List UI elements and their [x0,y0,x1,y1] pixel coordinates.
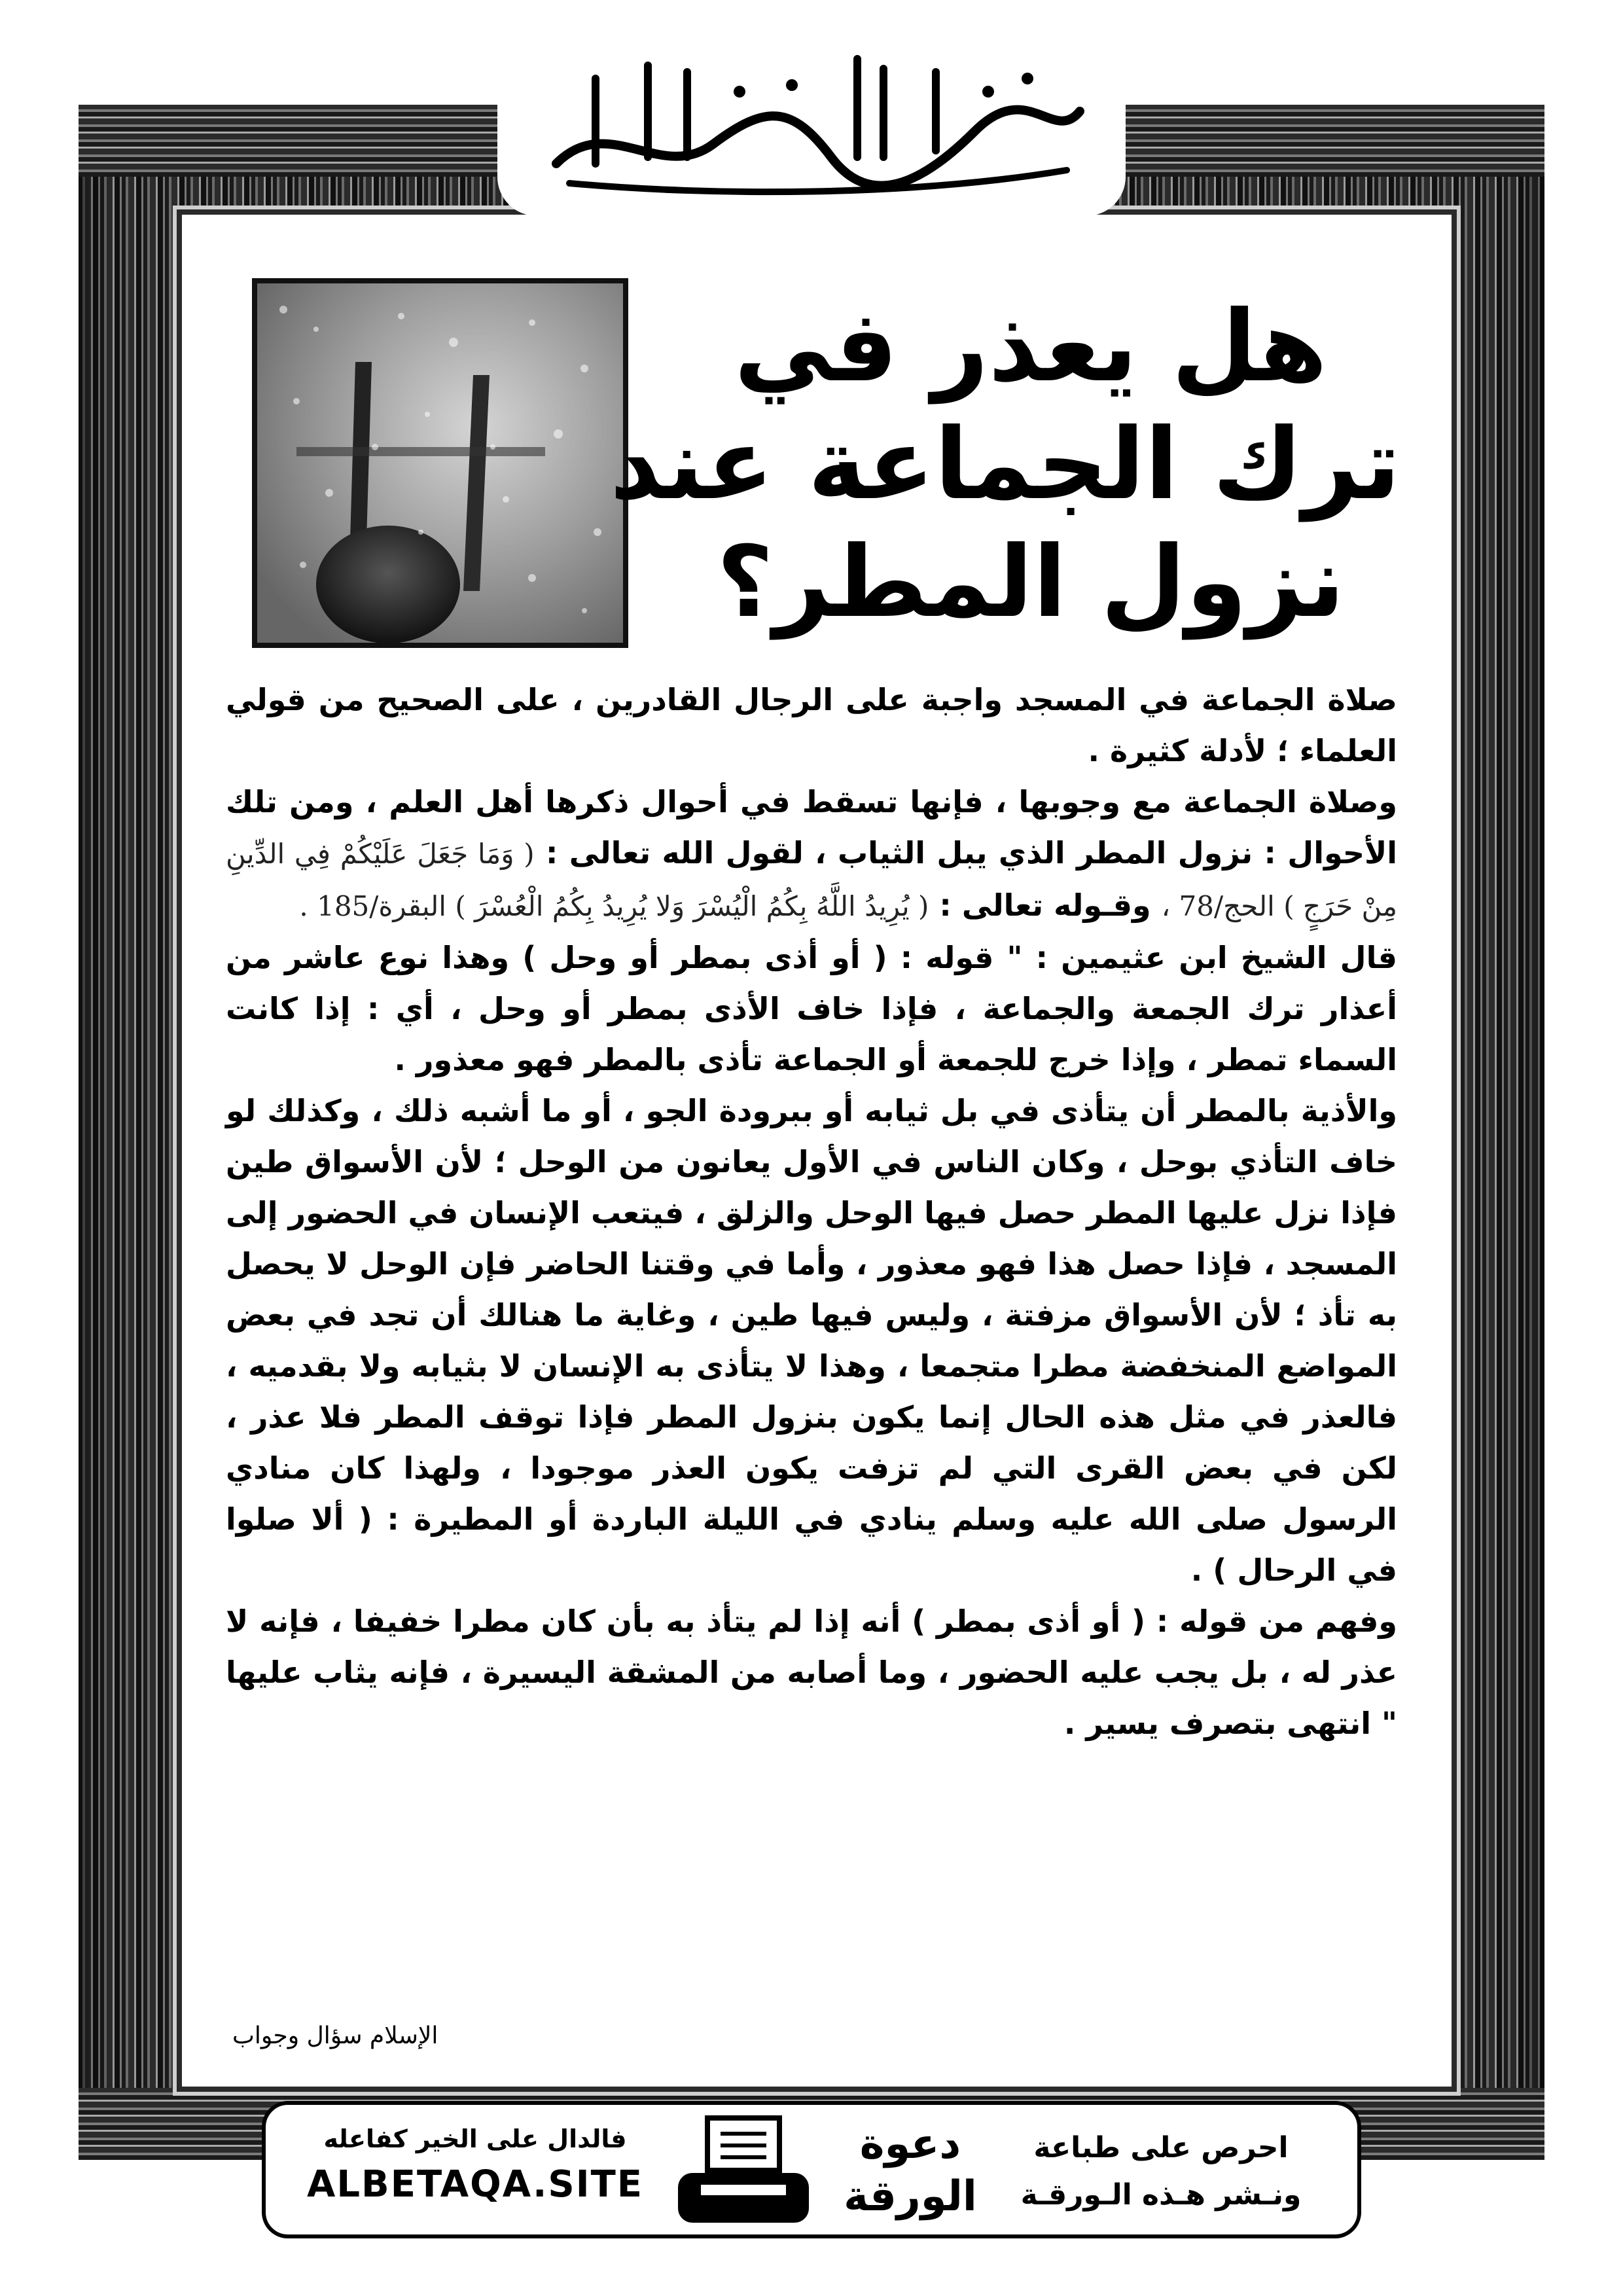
paragraph-5: وفهم من قوله : ( أو أذى بمطر ) أنه إذا لم يتأذ به بأن كان مطرا خفيفا ، فإنه لا عذر له ، بل يجب عليه الحضور ، وما أصابه من المشقة اليسيرة ، فإنه يثاب عليها " انتهى بتصرف يسير . [226,1604,1397,1741]
rainy-window-photo [252,278,628,648]
page-title [609,288,1400,641]
paragraph-2 [226,776,1397,932]
paragraph-2-continuation: وقـوله تعالى : [939,888,1151,923]
article-body [226,674,1397,1749]
dawa-logo [835,2111,986,2229]
footer-website[interactable]: ALBETAQA.SITE [306,2163,644,2206]
footer-call-to-action [991,2125,1331,2219]
cta-line-2: ونـشر هـذه الـورقـة [1020,2178,1302,2212]
footer-website-block [292,2119,658,2211]
paragraph-4: والأذية بالمطر أن يتأذى في بل ثيابه أو ببرودة الجو ، أو ما أشبه ذلك ، وكذلك لو خاف التأذي بوحل ، وكان الناس في الأول يعانون من الوحل ؛ لأن الأسواق طين فإذا نزل عليها المطر حصل فيها الوحل والزلق ، فيتعب الإنسان في الحضور إلى المسجد ، فإذا حصل هذا فهو معذور ، وأما في وقتنا الحاضر فإن الوحل لا يحصل به تأذ ؛ لأن الأسواق مزفتة ، وليس فيها طين ، وغاية ما هنالك أن تجد في بعض المواضع المنخفضة مطرا متجمعا ، وهذا لا يتأذى به الإنسان لا بثيابه ولا بقدميه ، فالعذر في مثل هذه الحال إنما يكون بنزول المطر فإذا توقف المطر فلا عذر ، لكن في بعض القرى التي لم تزفت يكون العذر موجودا ، ولهذا كان منادي الرسول صلى الله عليه وسلم ينادي في الليلة الباردة أو المطيرة : ( ألا صلوا في الرحال ) . [226,1093,1397,1588]
paragraph-2-text: وصلاة الجماعة مع وجوبها ، فإنها تسقط في أحوال ذكرها أهل العلم ، ومن تلك الأحوال : نزول المطر الذي يبل الثياب ، لقول الله تعالى : [226,784,1397,870]
logo-bottom-word: الورقة [844,2172,977,2221]
paragraph-1: صلاة الجماعة في المسجد واجبة على الرجال القادرين ، على الصحيح من قولي العلماء ؛ لأدلة كثيرة . [226,682,1397,768]
title-line-2: ترك الجماعة عند [609,408,1400,522]
title-line-1: هل يعذر في [734,290,1328,404]
footer-slogan: فالدال على الخير كفاعله [323,2125,627,2153]
bismillah-calligraphy-icon [517,33,1106,203]
title-line-3: نزول المطر؟ [717,526,1345,639]
bismillah-calligraphy [497,20,1126,216]
cta-line-1: احرص على طباعة [1033,2131,1289,2164]
minaret-rain-image [257,283,624,643]
logo-top-word: دعوة [859,2120,961,2168]
footer-banner [262,2101,1361,2238]
quran-verse-2: ( يُرِيدُ اللَّهُ بِكُمُ الْيُسْرَ وَلا يُرِيدُ بِكُمُ الْعُسْرَ ) البقرة/185 . [299,890,929,922]
printer-icon [671,2114,815,2234]
paragraph-3: قال الشيخ ابن عثيمين : " قوله : ( أو أذى بمطر أو وحل ) وهذا نوع عاشر من أعذار ترك الجمعة والجماعة ، فإذا خاف الأذى بمطر أو وحل ، أي : إذا كانت السماء تمطر ، وإذا خرج للجمعة أو الجماعة تأذى بالمطر فهو معذور . [226,940,1397,1077]
source-attribution: الإسلام سؤال وجواب [232,2022,438,2049]
quran-verse-1: ( وَمَا جَعَلَ عَلَيْكُمْ فِي الدِّينِ مِنْ حَرَجٍ ) الحج/78 ، [226,838,1397,922]
